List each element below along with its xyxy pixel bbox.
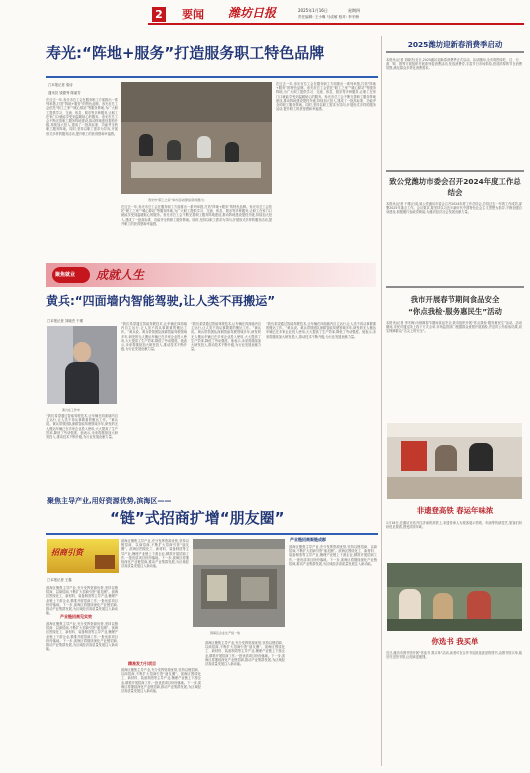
article-two-body-col4: “我们希望通过智能驾驶技术,让车辆在四面墙内自主运行,让人类不再从事繁重的搬运工作。”黄兵说。黄兵带领团队深耕智能驾驶领域多年,研发的无人搬运车辆已在多家企业投入使用,大大提高了生产效率,降低了劳动强度。他表示,未来将继续加大研发投入,推动技术不断升级,为行业发展贡献力量。: [266, 322, 376, 339]
header-editors: 责任编辑: 王小琳 马成敏 校对: 李冬梅: [298, 15, 359, 19]
sidebar-item5-title: 你选书 我买单: [431, 637, 479, 646]
sidebar-item1-title: 2025潍坊迎新春消费季启动: [407, 40, 503, 49]
main-byline-2: 通讯员 钱德秀 陈丽芳: [48, 91, 81, 95]
article-three-body-col3: 滨海区聚焦主导产业,充分发挥资源优势,坚持以链招商、以商招商,不断扩大招商引资“朋友圈”。滨海区围绕化工、新材料、装备制造等主导产业,梳理产业链上下游企业,精准开展招商工作,一批优质项目纷纷落地。下一步,滨海区将继续深化产业链招商,推动产业集群发展,为区域经济高质量发展注入新动能。: [205, 641, 285, 667]
sidebar-item5-photo: [387, 563, 522, 631]
article-two-headline: 黄兵:“四面墙内智能驾驶,让人类不再搬运”: [46, 294, 276, 308]
article-three-byline: □本报记者 王鑫: [47, 578, 72, 582]
factory-photo-caption: 滨海区企业生产线一角: [210, 631, 241, 635]
article-two-photo-caption: 黄兵在工作中: [62, 408, 81, 412]
section-name: 要闻: [182, 8, 204, 21]
subhead-1: 产业链招商见实效: [60, 614, 92, 619]
article-two-photo: [47, 326, 117, 404]
main-photo-caption: 寿光市“职工之家”举办活动现场(资料图片): [148, 198, 205, 202]
article-three-body-col2b: 滨海区聚焦主导产业,充分发挥资源优势,坚持以链招商、以商招商,不断扩大招商引资“朋友圈”。滨海区围绕化工、新材料、装备制造等主导产业,梳理产业链上下游企业,精准开展招商工作,一批优质项目纷纷落地。下一步,滨海区将继续深化产业链招商,推动产业集群发展,为区域经济高质量发展注入新动能。: [121, 668, 201, 694]
article-three-rule: [46, 533, 378, 535]
subhead-2: 精准发力引项目: [128, 661, 156, 666]
sidebar-item4-title: 非遗登高铁 春运年味浓: [416, 506, 494, 515]
article-three-body-col4: 滨海区聚焦主导产业,充分发挥资源优势,坚持以链招商、以商招商,不断扩大招商引资“朋友圈”。滨海区围绕化工、新材料、装备制造等主导产业,梳理产业链上下游企业,精准开展招商工作,一批优质项目纷纷落地。下一步,滨海区将继续深化产业链招商,推动产业集群发展,为区域经济高质量发展注入新动能。: [289, 545, 377, 566]
page-number: 2: [155, 8, 163, 21]
main-body-col3: 在过去一年,寿光市总工会在服务职工方面推出一系列举措,打造“阵地+服务”的特色品牌。寿光市总工会依托“职工之家”“暖心驿站”等服务阵地,为广大职工提供学习、交流、休息、娱乐等多种服务,让职工在家门口就能享受到温暖贴心的服务。寿光市总工会不断完善职工服务阵地建设,推动阵地建设提档升级,持续加大投入,建成了一批高标准、功能齐全的职工服务阵地。同时,坚持以职工需求为导向,开展形式多样的服务活动,提升职工的获得感和幸福感。: [276, 82, 376, 112]
header-date: 2025年1月16日: [298, 8, 328, 13]
sidebar-item4-body: 1月16日,在潍坊北站开往济南的高铁上,非遗传承人为旅客展示剪纸、年画等传统技艺,旅客们纷纷驻足观看,感受浓浓年味。: [386, 521, 522, 530]
sidebar-item5-body: 近日,潍坊市图书馆开展“你选书 我买单”活动,读者可在合作书店挑选喜爱的图书,由图书馆买单,阅后归还图书馆,让阅读更便捷。: [386, 651, 522, 660]
sidebar-item2-rule: [386, 170, 524, 172]
subhead-3: 产业链招商聚链成群: [290, 537, 326, 542]
investment-kicker-image: [47, 539, 119, 573]
header-rule: [148, 23, 524, 25]
main-headline: 寿光:“阵地+服务”打造服务职工特色品牌: [46, 44, 325, 62]
article-three-headline: “链”式招商扩增“朋友圈”: [110, 509, 285, 527]
sidebar-item2-title: 致公党潍坊市委会召开2024年度工作总结会: [389, 177, 521, 197]
main-headline-rule: [46, 76, 378, 78]
main-body-col2: 在过去一年,寿光市总工会在服务职工方面推出一系列举措,打造“阵地+服务”的特色品牌。寿光市总工会依托“职工之家”“暖心驿站”等服务阵地,为广大职工提供学习、交流、休息、娱乐等多种服务,让职工在家门口就能享受到温暖贴心的服务。寿光市总工会不断完善职工服务阵地建设,推动阵地建设提档升级,持续加大投入,建成了一批高标准、功能齐全的职工服务阵地。同时,坚持以职工需求为导向,开展形式多样的服务活动,提升职工的获得感和幸福感。: [121, 205, 272, 226]
article-three-body-col1b: 滨海区聚焦主导产业,充分发挥资源优势,坚持以链招商、以商招商,不断扩大招商引资“朋友圈”。滨海区围绕化工、新材料、装备制造等主导产业,梳理产业链上下游企业,精准开展招商工作,一批优质项目纷纷落地。下一步,滨海区将继续深化产业链招商,推动产业集群发展,为区域经济高质量发展注入新动能。: [46, 622, 118, 652]
masthead: 潍坊日报: [228, 6, 277, 20]
sidebar-item2-body: 本报讯(记者 于瑾)日前,致公党潍坊市委会召开2024年度工作总结会,总结过去一年的工作成效,部署2025年重点工作。会议要求,要坚持以习近平新时代中国特色社会主义思想为指导,不断加强自身建设,积极履行参政党职能,为潍坊经济社会发展贡献力量。: [386, 202, 522, 215]
sidebar-item3-title-1: 我市开展春节期间食品安全: [410, 295, 500, 304]
article-three-kicker: 聚焦主导产业,用好资源优势,滨海区——: [47, 497, 172, 505]
page-number-badge: [152, 7, 166, 22]
achievement-banner: [46, 263, 376, 287]
main-body-col1: 在过去一年,寿光市总工会在服务职工方面推出一系列举措,打造“阵地+服务”的特色品牌。寿光市总工会依托“职工之家”“暖心驿站”等服务阵地,为广大职工提供学习、交流、休息、娱乐等多种服务,让职工在家门口就能享受到温暖贴心的服务。寿光市总工会不断完善职工服务阵地建设,推动阵地建设提档升级,持续加大投入,建成了一批高标准、功能齐全的职工服务阵地。同时,坚持以职工需求为导向,开展形式多样的服务活动,提升职工的获得感和幸福感。: [46, 98, 118, 136]
article-two-byline: □本报记者 刘晓杰 于瑾: [47, 319, 83, 323]
article-three-body-col2: 滨海区聚焦主导产业,充分发挥资源优势,坚持以链招商、以商招商,不断扩大招商引资“朋友圈”。滨海区围绕化工、新材料、装备制造等主导产业,梳理产业链上下游企业,精准开展招商工作,一批优质项目纷纷落地。下一步,滨海区将继续深化产业链招商,推动产业集群发展,为区域经济高质量发展注入新动能。: [121, 539, 189, 569]
sidebar-item3-rule: [386, 286, 524, 288]
page-header: [118, 6, 524, 26]
sidebar-divider: [381, 36, 382, 766]
article-two-body-col2: “我们希望通过智能驾驶技术,让车辆在四面墙内自主运行,让人类不再从事繁重的搬运工作。”黄兵说。黄兵带领团队深耕智能驾驶领域多年,研发的无人搬运车辆已在多家企业投入使用,大大提高了生产效率,降低了劳动强度。他表示,未来将继续加大研发投入,推动技术不断升级,为行业发展贡献力量。: [121, 322, 187, 352]
main-byline: □本报记者 梁诗: [48, 83, 73, 87]
banner-title: 成就人生: [96, 268, 145, 282]
header-weekday: 星期四: [348, 8, 360, 13]
sidebar-item4-photo: [387, 423, 522, 499]
factory-photo: [193, 539, 285, 627]
article-three-body-col1a: 滨海区聚焦主导产业,充分发挥资源优势,坚持以链招商、以商招商,不断扩大招商引资“朋友圈”。滨海区围绕化工、新材料、装备制造等主导产业,梳理产业链上下游企业,精准开展招商工作,一批优质项目纷纷落地。下一步,滨海区将继续深化产业链招商,推动产业集群发展,为区域经济高质量发展注入新动能。: [46, 586, 118, 616]
main-photo: [121, 82, 272, 194]
sidebar-item1-rule: [386, 51, 524, 53]
sidebar-item1-body: 本报讯(记者 刘晓杰)近日,2025潍坊迎新春消费季正式启动。活动期间,全市将围绕吃、住、行、游、购、娱等方面组织开展系列促消费活动,发放消费券,丰富节日市场供给,营造浓厚的节日消费氛围,满足群众多样化消费需求。: [386, 58, 522, 71]
investment-kicker-text: 招商引资: [51, 548, 83, 557]
sidebar-item3-body: 本报讯(记者 李冬梅)为保障春节期间食品安全,我市组织开展“你点我检·服务惠民生”活动。活动期间,市民可通过线上线下方式点单,市场监管部门根据群众意愿开展抽检,并及时公布检验结果,切实保障群众“舌尖上的安全”。: [386, 321, 522, 334]
banner-lead: 聚焦就业: [55, 272, 76, 278]
article-two-body-col1: “我们希望通过智能驾驶技术,让车辆在四面墙内自主运行,让人类不再从事繁重的搬运工作。”黄兵说。黄兵带领团队深耕智能驾驶领域多年,研发的无人搬运车辆已在多家企业投入使用,大大提高了生产效率,降低了劳动强度。他表示,未来将继续加大研发投入,推动技术不断升级,为行业发展贡献力量。: [46, 414, 118, 440]
sidebar-item3-title-2: “你点我检·服务惠民生”活动: [408, 307, 502, 316]
article-two-body-col3: “我们希望通过智能驾驶技术,让车辆在四面墙内自主运行,让人类不再从事繁重的搬运工作。”黄兵说。黄兵带领团队深耕智能驾驶领域多年,研发的无人搬运车辆已在多家企业投入使用,大大提高了生产效率,降低了劳动强度。他表示,未来将继续加大研发投入,推动技术不断升级,为行业发展贡献力量。: [191, 322, 261, 352]
